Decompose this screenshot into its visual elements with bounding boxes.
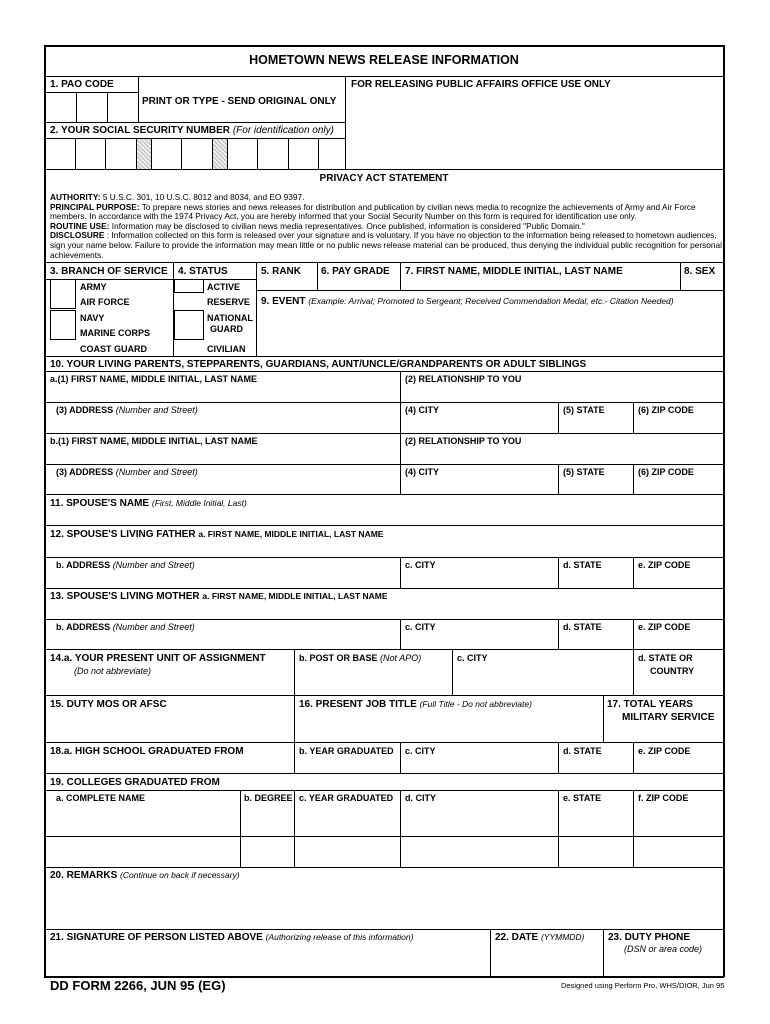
mother-zip-label: e. ZIP CODE bbox=[638, 622, 691, 632]
form-rule bbox=[633, 557, 634, 588]
duty-phone-label: 23. DUTY PHONE bbox=[608, 932, 691, 943]
form-rule bbox=[294, 649, 295, 695]
total-years-label: 17. TOTAL YEARS bbox=[607, 699, 693, 710]
form-rule bbox=[400, 790, 401, 867]
date-label: 22. DATE (YYMMDD) bbox=[495, 932, 585, 943]
branch-option-navy[interactable]: NAVY bbox=[80, 313, 105, 323]
unit-label: 14.a. YOUR PRESENT UNIT OF ASSIGNMENT bbox=[50, 653, 266, 664]
sex-label: 8. SEX bbox=[684, 266, 716, 277]
form-rule bbox=[558, 742, 559, 773]
form-rule bbox=[44, 356, 724, 357]
form-rule bbox=[633, 402, 634, 433]
college-name-label: a. COMPLETE NAME bbox=[56, 793, 146, 803]
relative-a-state-label: (5) STATE bbox=[563, 405, 605, 415]
form-rule bbox=[558, 402, 559, 433]
hs-city-label: c. CITY bbox=[405, 746, 436, 756]
form-rule bbox=[151, 138, 152, 169]
spouse-mother-label: 13. SPOUSE'S LIVING MOTHER a. FIRST NAME, MIDDLE INITIAL, LAST NAME bbox=[50, 591, 388, 602]
form-rule bbox=[44, 92, 138, 93]
form-rule bbox=[105, 138, 106, 169]
branch-option-air-force[interactable]: AIR FORCE bbox=[80, 297, 130, 307]
form-rule bbox=[294, 695, 295, 742]
form-rule bbox=[400, 371, 401, 402]
form-rule bbox=[44, 122, 346, 123]
hs-state-label: d. STATE bbox=[563, 746, 602, 756]
form-rule bbox=[44, 695, 724, 696]
post-label: b. POST OR BASE (Not APO) bbox=[299, 653, 422, 663]
form-rule bbox=[633, 464, 634, 494]
status-label: 4. STATUS bbox=[178, 266, 228, 277]
form-rule bbox=[558, 619, 559, 649]
form-rule bbox=[257, 138, 258, 169]
form-title: HOMETOWN NEWS RELEASE INFORMATION bbox=[249, 53, 519, 67]
form-rule bbox=[44, 790, 724, 791]
form-border-right bbox=[723, 45, 725, 977]
mother-city-label: c. CITY bbox=[405, 622, 436, 632]
branch-label: 3. BRANCH OF SERVICE bbox=[50, 266, 168, 277]
form-rule bbox=[558, 790, 559, 867]
form-rule bbox=[181, 138, 182, 169]
print-instruction: PRINT OR TYPE - SEND ORIGINAL ONLY bbox=[142, 96, 337, 107]
relative-b-name-label: b.(1) FIRST NAME, MIDDLE INITIAL, LAST NAME bbox=[50, 436, 258, 446]
form-rule bbox=[400, 742, 401, 773]
form-rule bbox=[136, 139, 151, 169]
relative-a-zip-label: (6) ZIP CODE bbox=[638, 405, 694, 415]
form-rule bbox=[44, 867, 724, 868]
form-rule bbox=[680, 262, 681, 290]
form-rule bbox=[452, 649, 453, 695]
form-rule bbox=[400, 464, 401, 494]
name-label: 7. FIRST NAME, MIDDLE INITIAL, LAST NAME bbox=[405, 266, 623, 277]
hs-zip-label: e. ZIP CODE bbox=[638, 746, 691, 756]
form-rule bbox=[136, 138, 137, 169]
form-rule bbox=[603, 695, 604, 742]
spouse-name-label: 11. SPOUSE'S NAME (First, Middle Initial, Last) bbox=[50, 498, 247, 509]
father-state-label: d. STATE bbox=[563, 560, 602, 570]
form-rule bbox=[633, 649, 634, 695]
mother-state-label: d. STATE bbox=[563, 622, 602, 632]
form-rule bbox=[603, 929, 604, 977]
form-rule bbox=[44, 169, 724, 170]
form-rule bbox=[75, 138, 76, 169]
ssn-label: 2. YOUR SOCIAL SECURITY NUMBER (For identification only) bbox=[50, 125, 334, 136]
event-label: 9. EVENT (Example: Arrival; Promoted to Sergeant; Received Commendation Medal, etc.- Citation Needed) bbox=[261, 296, 674, 307]
rank-label: 5. RANK bbox=[261, 266, 302, 277]
form-rule bbox=[294, 742, 295, 773]
form-rule bbox=[44, 742, 724, 743]
form-rule bbox=[44, 649, 724, 650]
remarks-label: 20. REMARKS (Continue on back if necessary) bbox=[50, 870, 240, 881]
checkbox bbox=[50, 279, 76, 309]
form-rule bbox=[212, 139, 227, 169]
form-rule bbox=[400, 402, 401, 433]
high-school-label: 18.a. HIGH SCHOOL GRADUATED FROM bbox=[50, 746, 244, 757]
form-rule bbox=[400, 557, 401, 588]
branch-option-army[interactable]: ARMY bbox=[80, 282, 107, 292]
office-use-label: FOR RELEASING PUBLIC AFFAIRS OFFICE USE ONLY bbox=[351, 79, 611, 90]
college-state-label: e. STATE bbox=[563, 793, 602, 803]
form-rule bbox=[44, 402, 724, 403]
form-rule bbox=[400, 433, 401, 464]
checkbox bbox=[174, 310, 204, 340]
form-rule bbox=[400, 262, 401, 290]
privacy-heading: PRIVACY ACT STATEMENT bbox=[319, 173, 449, 184]
college-year-label: c. YEAR GRADUATED bbox=[299, 793, 394, 803]
form-rule bbox=[400, 619, 401, 649]
status-option-national[interactable]: NATIONAL bbox=[207, 313, 253, 323]
relative-a-address-label: (3) ADDRESS (Number and Street) bbox=[56, 405, 198, 415]
branch-option-coast-guard[interactable]: COAST GUARD bbox=[80, 344, 147, 354]
form-rule bbox=[44, 433, 724, 434]
form-rule bbox=[107, 92, 108, 122]
status-option-civilian[interactable]: CIVILIAN bbox=[207, 344, 246, 354]
form-rule bbox=[318, 138, 319, 169]
job-title-label: 16. PRESENT JOB TITLE (Full Title - Do not abbreviate) bbox=[299, 699, 532, 710]
ssn-digit-field[interactable] bbox=[45, 139, 75, 169]
relatives-label: 10. YOUR LIVING PARENTS, STEPPARENTS, GUARDIANS, AUNT/UNCLE/GRANDPARENTS OR ADULT SIBLINGS bbox=[50, 359, 587, 370]
status-option-guard[interactable]: GUARD bbox=[210, 324, 243, 334]
form-number: DD FORM 2266, JUN 95 (EG) bbox=[50, 978, 226, 993]
form-rule bbox=[44, 773, 724, 774]
colleges-label: 19. COLLEGES GRADUATED FROM bbox=[50, 777, 220, 788]
spouse-father-label: 12. SPOUSE'S LIVING FATHER a. FIRST NAME, MIDDLE INITIAL, LAST NAME bbox=[50, 529, 384, 540]
college-city-label: d. CITY bbox=[405, 793, 436, 803]
form-rule bbox=[317, 262, 318, 290]
mos-label: 15. DUTY MOS OR AFSC bbox=[50, 699, 167, 710]
father-address-label: b. ADDRESS (Number and Street) bbox=[56, 560, 195, 570]
form-rule bbox=[558, 464, 559, 494]
unit-note: (Do not abbreviate) bbox=[74, 666, 152, 676]
field-label bbox=[624, 945, 702, 955]
duty-phone-note: (DSN or area code) bbox=[624, 944, 703, 954]
form-rule bbox=[633, 742, 634, 773]
pao-code-label: 1. PAO CODE bbox=[50, 79, 114, 90]
form-rule bbox=[44, 464, 724, 465]
college-degree-label: b. DEGREE bbox=[244, 793, 293, 803]
form-rule bbox=[44, 836, 724, 837]
form-rule bbox=[173, 262, 174, 356]
form-rule bbox=[138, 76, 139, 122]
form-rule bbox=[633, 619, 634, 649]
field-label bbox=[74, 667, 151, 677]
father-city-label: c. CITY bbox=[405, 560, 436, 570]
relative-a-relationship-label: (2) RELATIONSHIP TO YOU bbox=[405, 374, 522, 384]
form-rule bbox=[44, 557, 724, 558]
form-rule bbox=[294, 790, 295, 867]
privacy-statement: AUTHORITY: 5 U.S.C. 301, 10 U.S.C. 8012 and 8034, and EO 9397. PRINCIPAL PURPOSE: To prepare news stories and news releases for distribution and publication by civilian news media to recognize the achievements of Army and Air Force members. In accordance with the 1974 Privacy Act, you are hereby informed that your Social Security Number on this form is required for identification use only. ROUTINE USE: Information may be disclosed to civilian news media representatives. Once published, information is considered "Public Domain." DISCLOSURE : Information collected on this form is released over your signature and is voluntary. If you have no objection to the information being released to hometown audiences, sign your name below. Failure to provide the information may mean little or no public news release material can be produced, thus denying the individual public recognition for personal achievements. bbox=[50, 192, 722, 260]
signature-label: 21. SIGNATURE OF PERSON LISTED ABOVE (Authorizing release of this information) bbox=[50, 932, 414, 943]
relative-a-name-label: a.(1) FIRST NAME, MIDDLE INITIAL, LAST NAME bbox=[50, 374, 257, 384]
form-rule bbox=[256, 262, 257, 356]
form-rule bbox=[633, 790, 634, 867]
checkbox bbox=[174, 279, 204, 293]
form-rule bbox=[76, 92, 77, 122]
hs-year-label: b. YEAR GRADUATED bbox=[299, 746, 394, 756]
form-rule bbox=[490, 929, 491, 977]
mother-address-label: b. ADDRESS (Number and Street) bbox=[56, 622, 195, 632]
form-rule bbox=[44, 619, 724, 620]
relative-b-state-label: (5) STATE bbox=[563, 467, 605, 477]
status-option-reserve[interactable]: RESERVE bbox=[207, 297, 250, 307]
form-rule bbox=[212, 138, 213, 169]
designed-note: Designed using Perform Pro, WHS/DIOR, Jun 95 bbox=[561, 981, 725, 990]
form-rule bbox=[44, 138, 346, 139]
unit-city-label: c. CITY bbox=[457, 653, 488, 663]
relative-a-city-label: (4) CITY bbox=[405, 405, 440, 415]
form-border-top bbox=[44, 45, 724, 47]
pay-grade-label: 6. PAY GRADE bbox=[321, 266, 390, 277]
form-rule bbox=[44, 262, 724, 263]
form-rule bbox=[44, 494, 724, 495]
form-rule bbox=[240, 790, 241, 867]
form-border-left bbox=[44, 45, 46, 977]
relative-b-address-label: (3) ADDRESS (Number and Street) bbox=[56, 467, 198, 477]
unit-country-label: COUNTRY bbox=[650, 666, 695, 676]
checkbox bbox=[50, 310, 76, 340]
form-rule bbox=[44, 371, 724, 372]
form-rule bbox=[44, 525, 724, 526]
relative-b-relationship-label: (2) RELATIONSHIP TO YOU bbox=[405, 436, 522, 446]
form-rule bbox=[256, 290, 724, 291]
form-rule bbox=[288, 138, 289, 169]
military-service-label: MILITARY SERVICE bbox=[622, 712, 715, 723]
branch-option-marine-corps[interactable]: MARINE CORPS bbox=[80, 328, 151, 338]
form-rule bbox=[227, 138, 228, 169]
relative-b-zip-label: (6) ZIP CODE bbox=[638, 467, 694, 477]
form-rule bbox=[44, 929, 724, 930]
status-option-active[interactable]: ACTIVE bbox=[207, 282, 241, 292]
form-rule bbox=[44, 76, 724, 77]
father-zip-label: e. ZIP CODE bbox=[638, 560, 691, 570]
unit-state-label: d. STATE OR bbox=[638, 653, 693, 663]
relative-b-city-label: (4) CITY bbox=[405, 467, 440, 477]
form-rule bbox=[558, 557, 559, 588]
form-rule bbox=[44, 588, 724, 589]
college-zip-label: f. ZIP CODE bbox=[638, 793, 689, 803]
